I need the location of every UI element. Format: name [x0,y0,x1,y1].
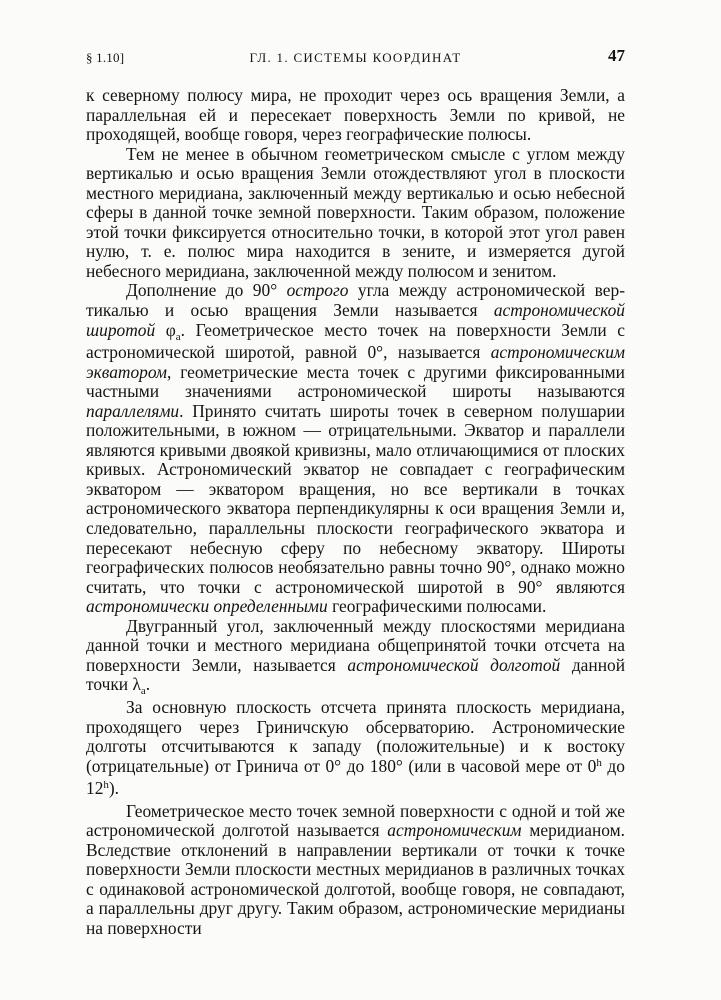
subscript: a [175,330,181,343]
text-run: . [145,674,151,695]
text-run: ). [108,778,120,799]
body-text [86,86,625,939]
paragraph [86,698,625,802]
text-run: данной точки λ [86,654,626,695]
subscript: a [140,685,146,698]
text-run: φ [155,319,176,340]
italic-term: астрономическим экватором [86,342,625,382]
text-run: Тем не менее в обычном геометрическом смысле с углом между вертикалью и осью вращения Земли отождествляют угол в плоскости местного меридиана, заключенный между вертикалью и осью небесной сферы в данной точке земной поверхности. Таким образом, положение этой точки фиксируется относительно точки, в которой этот угол равен нулю, т. е. полюс мира находится в зените, и измеряется дугой небесного меридиана, заключенной между полюсом и зенитом. [86,143,625,281]
italic-term: острого [286,280,349,301]
chapter-title: ГЛ. 1. СИСТЕМЫ КООРДИНАТ [249,50,462,65]
section-reference: § 1.10] [86,50,125,65]
paragraph [86,617,625,698]
running-head [86,46,625,72]
superscript: h [596,756,602,769]
paragraph [86,145,625,282]
text-run: . Геометрическое место точек на поверхности Земли с астрономической широтой, равной 0°, называется [86,319,626,363]
page-number: 47 [608,46,625,65]
text-run: Двугранный угол, заключенный между плоскостями меридиана данной точки и местного меридиана общепринятой точки отсчета на поверхности Земли, называется [86,615,625,675]
text-run: к северному полюсу мира, не проходит через ось вращения Земли, а параллельная ей и пересекает поверхность Земли по кривой, не проходящей, вообще говоря, через географические полюсы. [86,85,625,145]
text-run: , геометрические места точек с другими фиксированными частными значениями астрономической широты называются [86,361,625,402]
italic-term: астрономической широтой [86,300,625,340]
text-run: меридианом. Вследствие отклонений в направлении вертикали от точки к точке поверхности Земли плоскости местных меридианов в различных точках с одинаковой астрономической долготой, вообще говоря, не совпадают, а параллельны друг другу. Таким образом, астрономические меридианы на поверхности [86,820,625,938]
text-run: Геометрическое место точек земной поверхности с одной и той же астрономической долготой называется [86,800,625,841]
text-run: до 12 [86,755,625,799]
text-run: географическими полюсами. [327,596,547,617]
text-run: За основную плоскость отсчета принята плоскость меридиана, проходящего через Гриничскую обсерваторию. Астрономические долготы отсчитываются к западу (положительные) и к востоку (отрицательные) от Гринича от 0° до 180° (или в часовой мере от 0 [86,696,625,776]
text-run: Дополнение до 90° [126,280,287,301]
text-run: угла между астрономической вертикалью и осью вращения Земли называется [86,280,625,321]
paragraph [86,281,625,616]
italic-term: астрономически определенными [86,596,328,617]
italic-term: параллелями [86,400,180,421]
text-run: . Принято считать широты точек в северном полушарии положительными, в южном — отрицательными. Экватор и параллели являются кривыми двоякой кривизны, мало отличающимися от плоских кривых. Астрономический экватор не совпадает с географическим экватором — экватором вращения, но все вертикали в точках астрономического экватора перпендикулярны к оси вращения Земли и, следовательно, параллельны плоскости географического экватора и пересекают небесную сферу по небесному экватору. Широты географических полюсов необязательно равны точно 90°, однако можно считать, что точки с астрономической широтой в 90° являются [86,400,625,597]
paragraph [86,802,625,939]
paragraph [86,86,625,145]
superscript: h [103,779,109,792]
italic-term: астрономическим [387,820,522,841]
italic-term: астрономической долготой [347,654,561,675]
